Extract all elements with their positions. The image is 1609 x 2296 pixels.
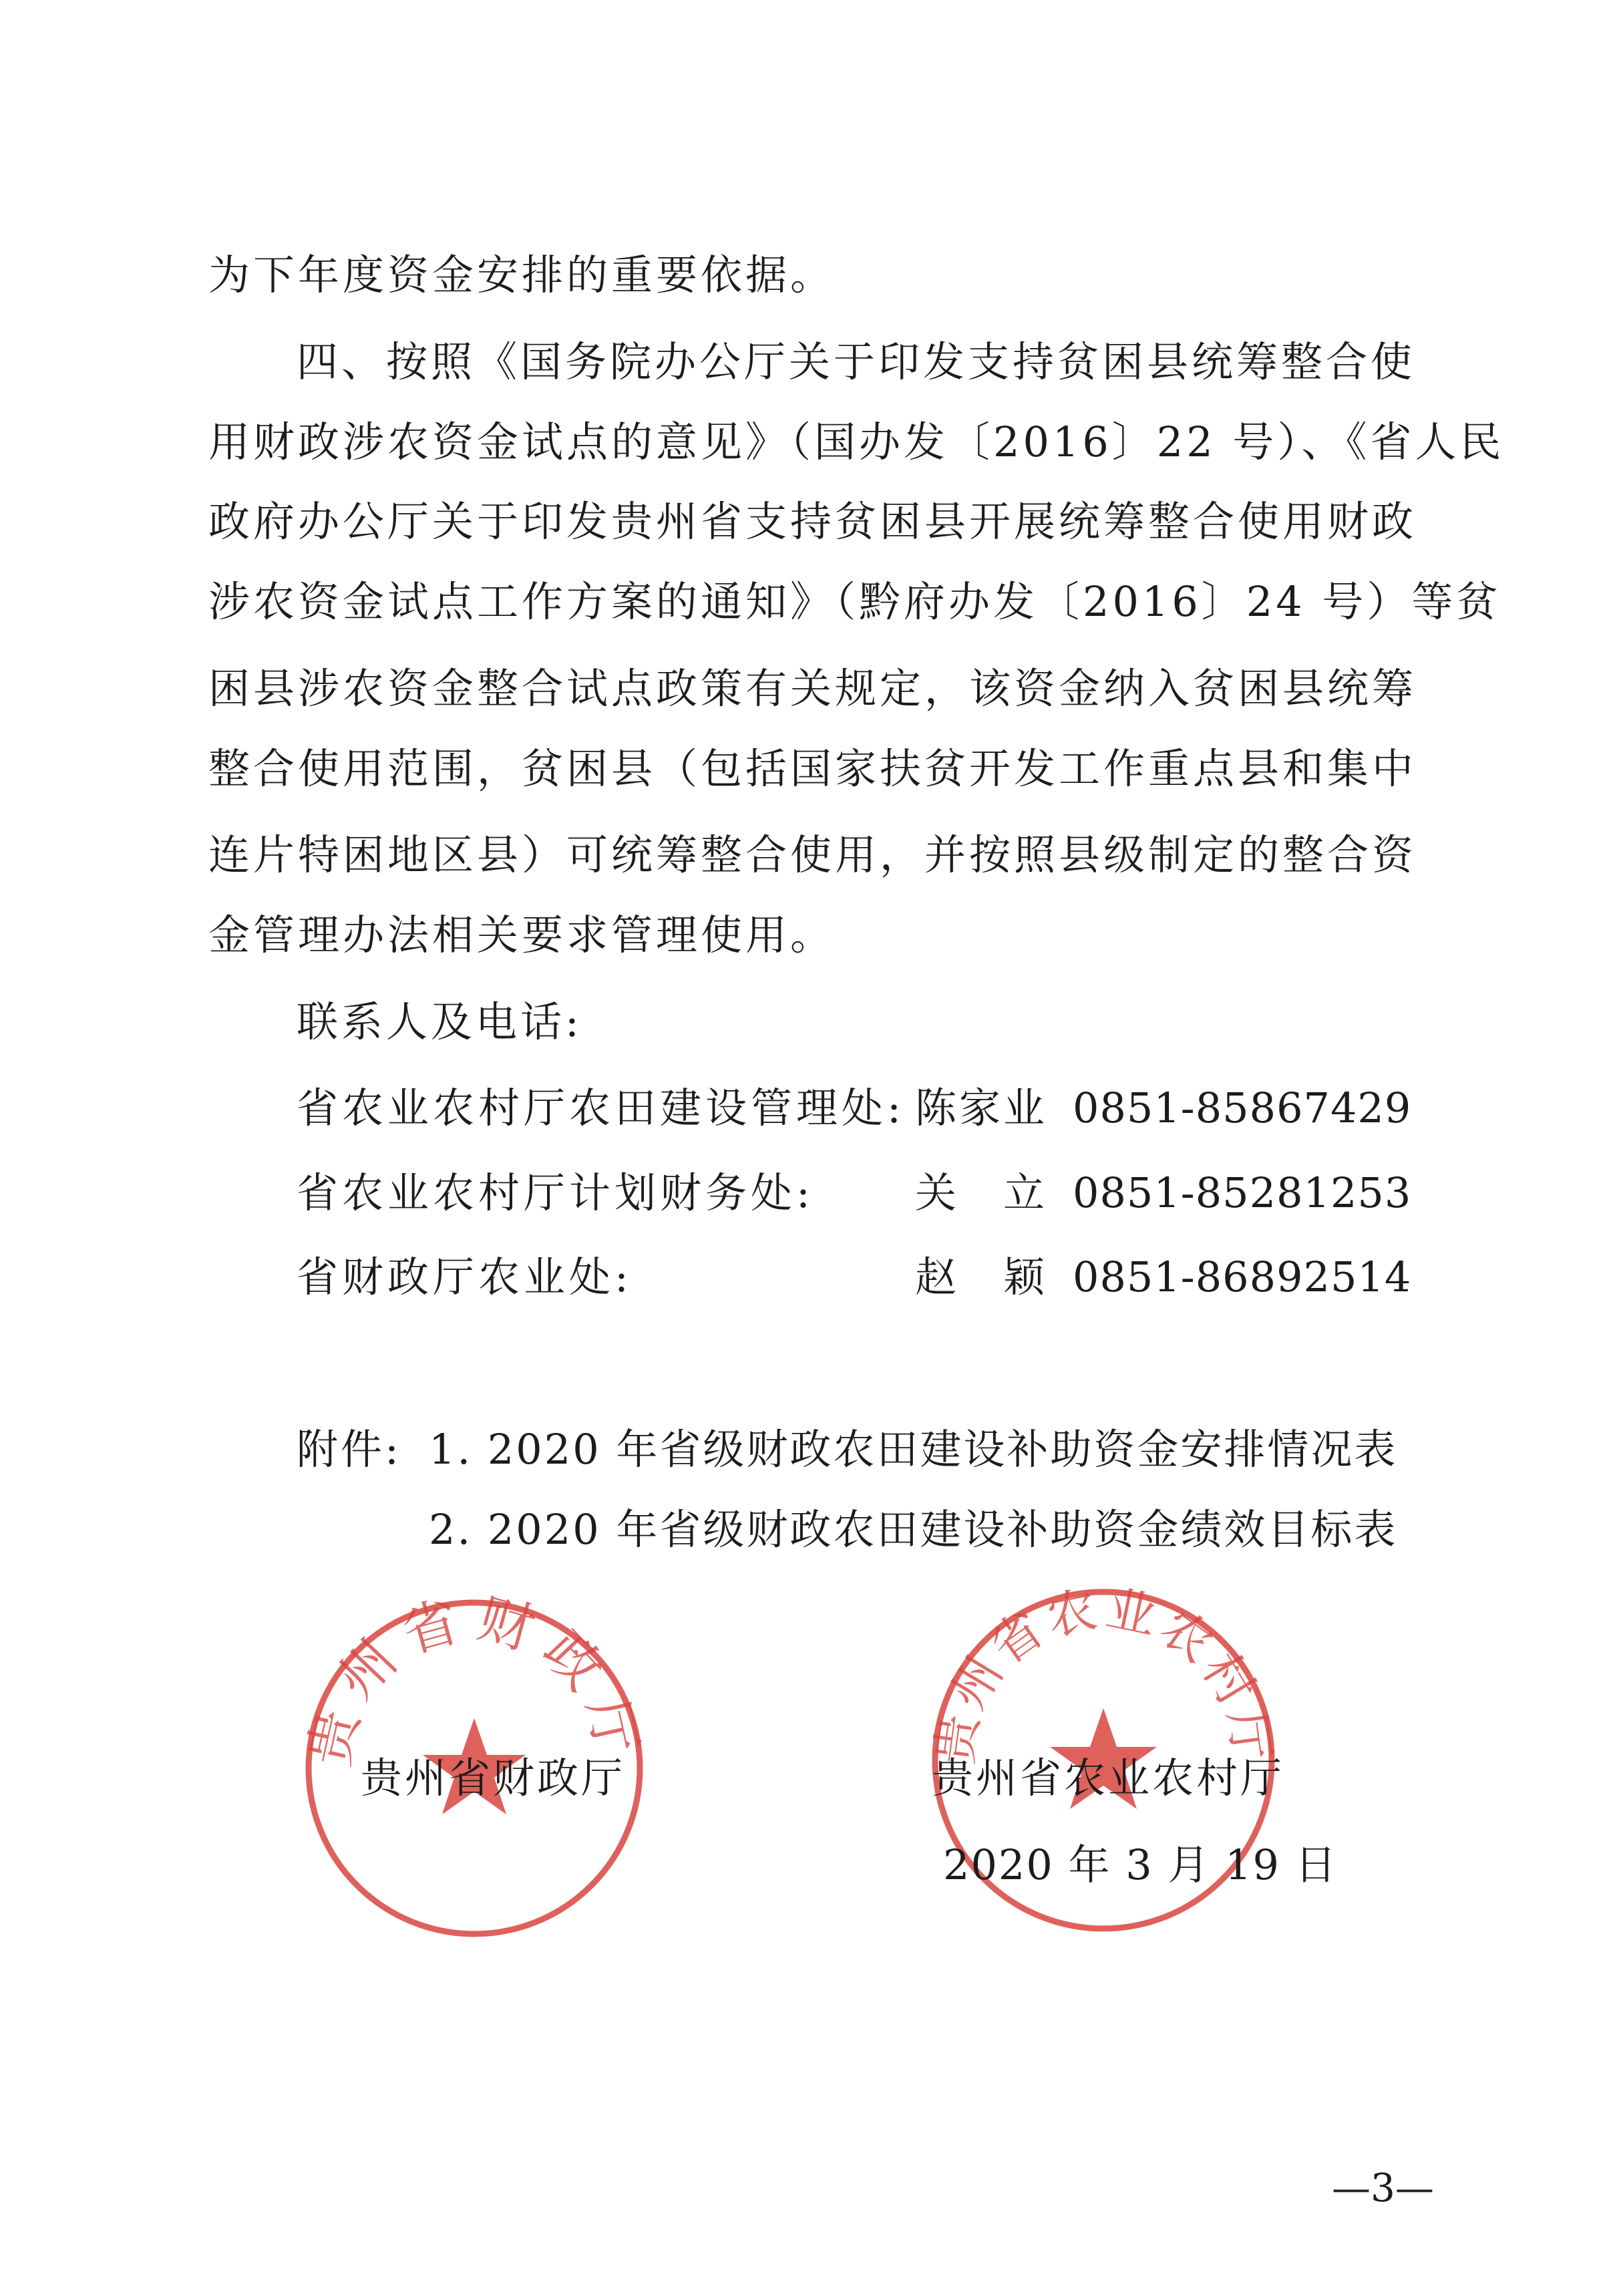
left-seal-text: 贵州省财政厅 (297, 1591, 651, 1772)
contact-phone-3: 0851-86892514 (1073, 1253, 1412, 1301)
body-line-4: 政府办公厅关于印发贵州省支持贫困县开展统筹整合使用财政 (208, 497, 1417, 546)
page-number: —3— (1332, 2165, 1434, 2210)
body-line-8: 连片特困地区县）可统筹整合使用，并按照县级制定的整合资 (208, 830, 1417, 879)
contacts-heading: 联系人及电话: (297, 997, 582, 1046)
contact-unit-3: 省财政厅农业处: (297, 1253, 633, 1301)
body-line-7: 整合使用范围，贫困县（包括国家扶贫开发工作重点县和集中 (208, 744, 1417, 793)
body-line-5: 涉农资金试点工作方案的通知》（黔府办发〔2016〕24 号）等贫 (208, 577, 1501, 626)
contact-unit-1: 省农业农村厅农田建设管理处: (297, 1084, 905, 1132)
body-line-3: 用财政涉农资金试点的意见》（国办发〔2016〕22 号）、《省人民 (208, 418, 1505, 466)
contact-name-2: 关 立 (915, 1168, 1048, 1217)
attachment-item-2: 2. 2020 年省级财政农田建设补助资金绩效目标表 (429, 1505, 1398, 1554)
attachment-item-1: 1. 2020 年省级财政农田建设补助资金安排情况表 (429, 1425, 1398, 1474)
body-line-6: 困县涉农资金整合试点政策有关规定，该资金纳入贫困县统筹 (208, 664, 1417, 713)
body-line-2: 四、按照《国务院办公厅关于印发支持贫困县统筹整合使 (297, 337, 1416, 386)
attachments-label: 附件: (297, 1425, 401, 1474)
body-line-1: 为下年度资金安排的重要依据。 (208, 251, 836, 299)
body-line-9: 金管理办法相关要求管理使用。 (208, 911, 836, 959)
contact-name-3: 赵 颖 (915, 1253, 1048, 1301)
contact-phone-2: 0851-85281253 (1073, 1168, 1412, 1217)
issue-date: 2020 年 3 月 19 日 (943, 1840, 1338, 1889)
contact-unit-2: 省农业农村厅计划财务处: (297, 1168, 814, 1217)
right-seal-text: 贵州省农业农村厅 (926, 1580, 1281, 1768)
left-signer: 贵州省财政厅 (361, 1754, 626, 1802)
contact-name-1: 陈家业 (915, 1084, 1048, 1132)
right-signer: 贵州省农业农村厅 (932, 1754, 1285, 1802)
contact-phone-1: 0851-85867429 (1073, 1084, 1412, 1132)
